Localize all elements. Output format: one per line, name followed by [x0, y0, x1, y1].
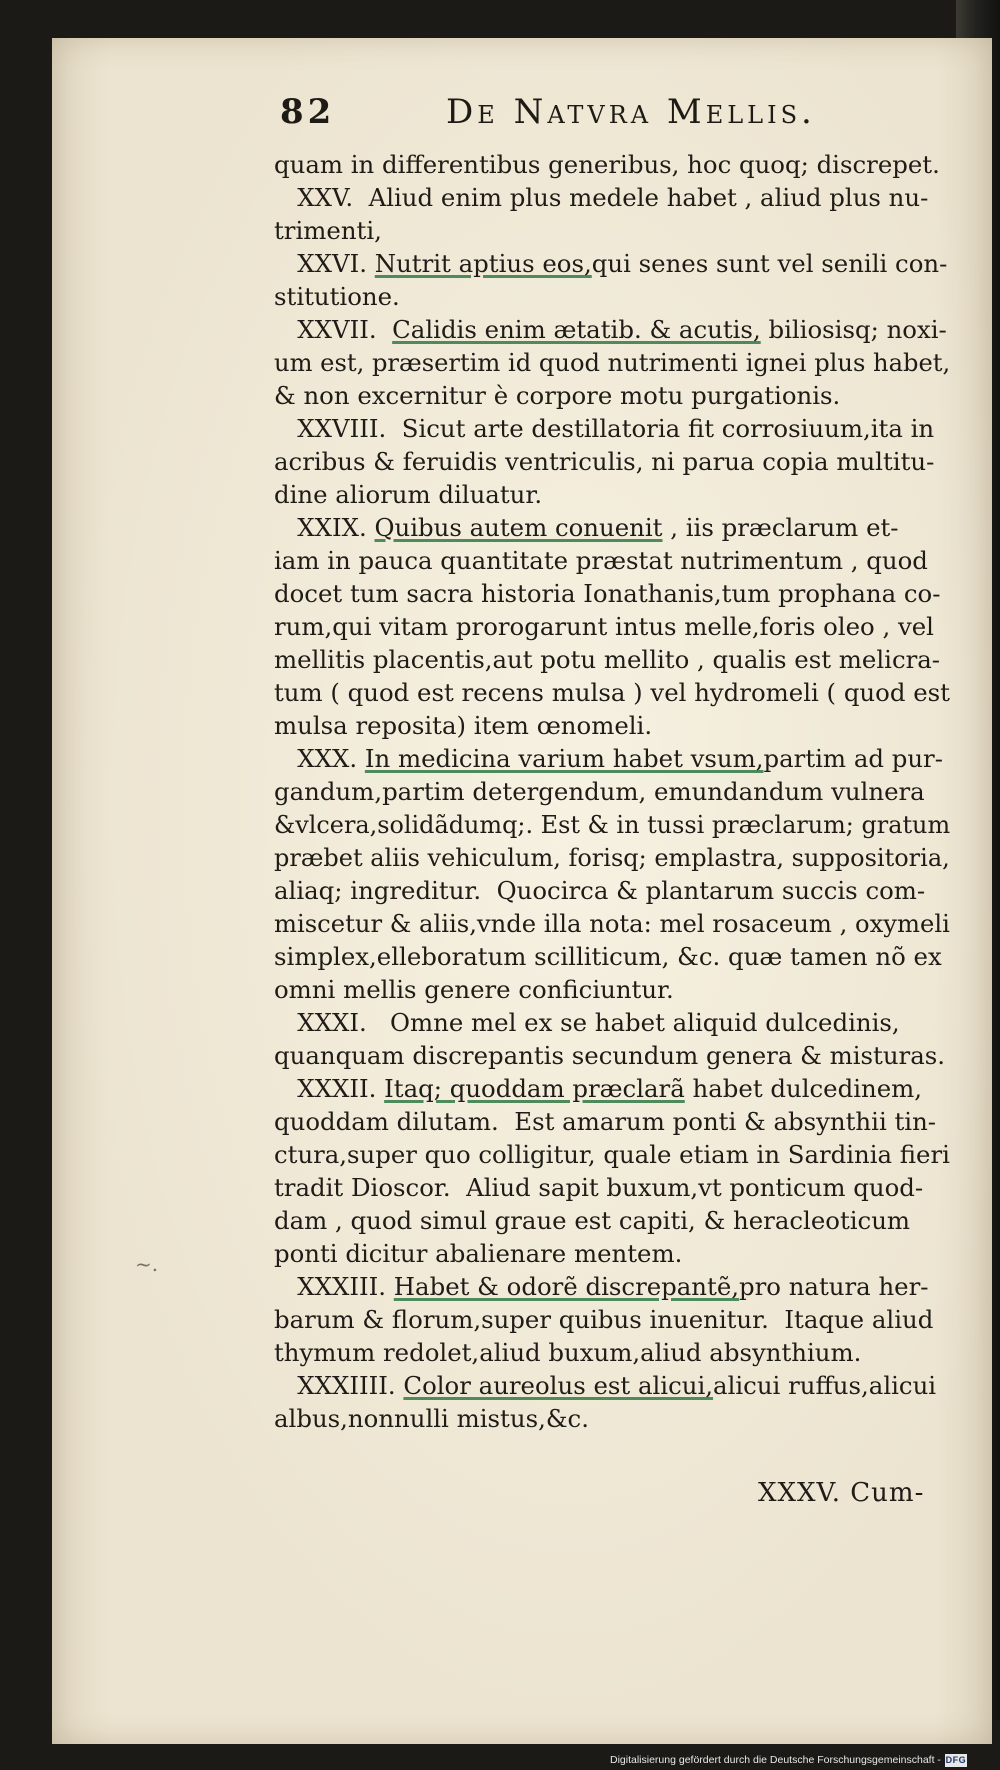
text-segment: acribus & feruidis ventriculis, ni parua copia multitu-	[274, 447, 935, 476]
text-line	[274, 247, 950, 280]
text-line	[274, 1237, 950, 1270]
underlined-phrase: In medicina varium habet vsum,	[364, 744, 764, 773]
text-line	[274, 709, 950, 742]
digitization-credit	[610, 1751, 967, 1769]
text-line	[274, 610, 950, 643]
text-line	[274, 973, 950, 1006]
text-line	[274, 544, 950, 577]
text-line	[274, 1138, 949, 1171]
dfg-logo: DFG	[945, 1754, 967, 1765]
text-segment: XXVI.	[274, 249, 375, 278]
text-segment: ctura,super quo colligitur, quale etiam in Sardinia fieri	[274, 1140, 950, 1169]
underlined-phrase: Calidis enim ætatib. & acutis,	[392, 315, 761, 344]
text-segment: alicui ruffus,alicui	[713, 1371, 937, 1400]
text-line	[274, 808, 951, 841]
text-segment: thymum redolet,aliud buxum,aliud absynthium.	[274, 1338, 862, 1367]
text-segment: partim ad pur-	[763, 744, 943, 773]
text-line	[274, 313, 950, 346]
running-title: De Natvra Mellis.	[446, 92, 816, 132]
page-number: 82	[280, 92, 336, 132]
text-segment: miscetur & aliis,vnde illa nota: mel rosaceum , oxymeli	[274, 909, 950, 938]
text-segment: quam in differentibus generibus, hoc quoq; discrepet.	[274, 150, 940, 179]
text-line	[274, 214, 950, 247]
text-segment: XXIX.	[274, 513, 375, 542]
text-segment: , iis præclarum et-	[662, 513, 899, 542]
text-segment: dam , quod simul graue est capiti, & heracleoticum	[274, 1206, 911, 1235]
text-line	[274, 511, 950, 544]
catchword: XXXV. Cum-	[758, 1478, 925, 1508]
text-segment: rum,qui vitam prorogarunt intus melle,foris oleo , vel	[274, 612, 934, 641]
text-segment: XXXIIII.	[274, 1371, 404, 1400]
text-segment: um est, præsertim id quod nutrimenti ignei plus habet,	[274, 348, 951, 377]
text-segment: mulsa reposita) item œnomeli.	[274, 711, 653, 740]
text-line	[274, 1369, 950, 1402]
text-line	[274, 1105, 950, 1138]
page-header	[280, 92, 1000, 136]
underlined-phrase: Nutrit aptius eos,	[374, 249, 592, 278]
text-segment: tum ( quod est recens mulsa ) vel hydromeli ( quod est	[274, 678, 950, 707]
text-segment: omni mellis genere conficiuntur.	[274, 975, 674, 1004]
underlined-phrase: Color aureolus est alicui,	[403, 1371, 714, 1400]
text-line	[274, 1039, 950, 1072]
text-line	[274, 676, 950, 709]
text-line	[274, 1270, 950, 1303]
text-segment: pro natura her-	[739, 1272, 929, 1301]
text-segment: XXX.	[274, 744, 365, 773]
text-line	[274, 346, 951, 379]
text-segment: mellitis placentis,aut potu mellito , qualis est melicra-	[274, 645, 941, 674]
text-segment: habet dulcedinem,	[684, 1074, 923, 1103]
text-line	[274, 1303, 950, 1336]
underlined-phrase: Habet & odorẽ discrepantẽ,	[393, 1272, 740, 1301]
text-line	[274, 412, 950, 445]
text-segment: trimenti,	[274, 216, 382, 245]
text-line	[274, 742, 950, 775]
text-segment: XXXIII.	[274, 1272, 394, 1301]
digitization-note: Digitalisierung gefördert durch die Deutsche Forschungsgemeinschaft -	[610, 1754, 941, 1766]
text-segment: quanquam discrepantis secundum genera & misturas.	[274, 1041, 946, 1070]
text-segment: præbet aliis vehiculum, forisq; emplastra, suppositoria,	[274, 843, 950, 872]
text-line	[274, 1402, 950, 1435]
text-line	[274, 478, 950, 511]
text-segment: stitutione.	[274, 282, 400, 311]
text-segment: tradit Dioscor. Aliud sapit buxum,vt ponticum quod-	[274, 1173, 924, 1202]
text-segment: albus,nonnulli mistus,&c.	[274, 1404, 589, 1433]
text-segment: XXV. Aliud enim plus medele habet , aliud plus nu-	[274, 183, 929, 212]
text-line	[274, 874, 950, 907]
text-line	[274, 1006, 950, 1039]
text-line	[274, 841, 950, 874]
text-line	[274, 577, 950, 610]
text-segment: XXVII.	[274, 315, 393, 344]
text-line	[274, 907, 950, 940]
underlined-phrase: Itaq; quoddam præclarã	[384, 1074, 685, 1103]
text-segment: dine aliorum diluatur.	[274, 480, 543, 509]
text-line	[274, 1204, 950, 1237]
text-segment: biliosisq; noxi-	[760, 315, 947, 344]
text-line	[274, 445, 950, 478]
text-segment: docet tum sacra historia Ionathanis,tum prophana co-	[274, 579, 941, 608]
text-line	[274, 940, 950, 973]
text-segment: simplex,elleboratum scilliticum, &c. quæ tamen nõ ex	[274, 942, 942, 971]
text-line	[274, 775, 950, 808]
text-segment: & non excernitur è corpore motu purgationis.	[274, 381, 841, 410]
text-segment: &vlcera,solidãdumq;. Est & in tussi præclarum; gratum	[274, 810, 951, 839]
text-segment: qui senes sunt vel senili con-	[591, 249, 948, 278]
text-segment: quoddam dilutam. Est amarum ponti & absynthii tin-	[274, 1107, 937, 1136]
text-line	[274, 379, 950, 412]
margin-mark: ~.	[135, 1252, 159, 1276]
text-segment: XXXII.	[274, 1074, 385, 1103]
text-line	[274, 1171, 950, 1204]
text-line	[274, 1072, 950, 1105]
text-line	[274, 181, 950, 214]
text-segment: gandum,partim detergendum, emundandum vulnera	[274, 777, 925, 806]
text-line	[274, 1336, 950, 1369]
text-segment: iam in pauca quantitate præstat nutrimentum , quod	[274, 546, 928, 575]
underlined-phrase: Quibus autem conuenit	[374, 513, 663, 542]
text-segment: barum & florum,super quibus inuenitur. Itaque aliud	[274, 1305, 934, 1334]
text-segment: XXXI. Omne mel ex se habet aliquid dulcedinis,	[274, 1008, 900, 1037]
text-segment: XXVIII. Sicut arte destillatoria fit corrosiuum,ita in	[274, 414, 935, 443]
text-line	[274, 280, 950, 313]
text-line	[274, 148, 950, 181]
body-text	[274, 148, 950, 1435]
text-line	[274, 643, 950, 676]
text-segment: aliaq; ingreditur. Quocirca & plantarum succis com-	[274, 876, 926, 905]
text-segment: ponti dicitur abalienare mentem.	[274, 1239, 683, 1268]
